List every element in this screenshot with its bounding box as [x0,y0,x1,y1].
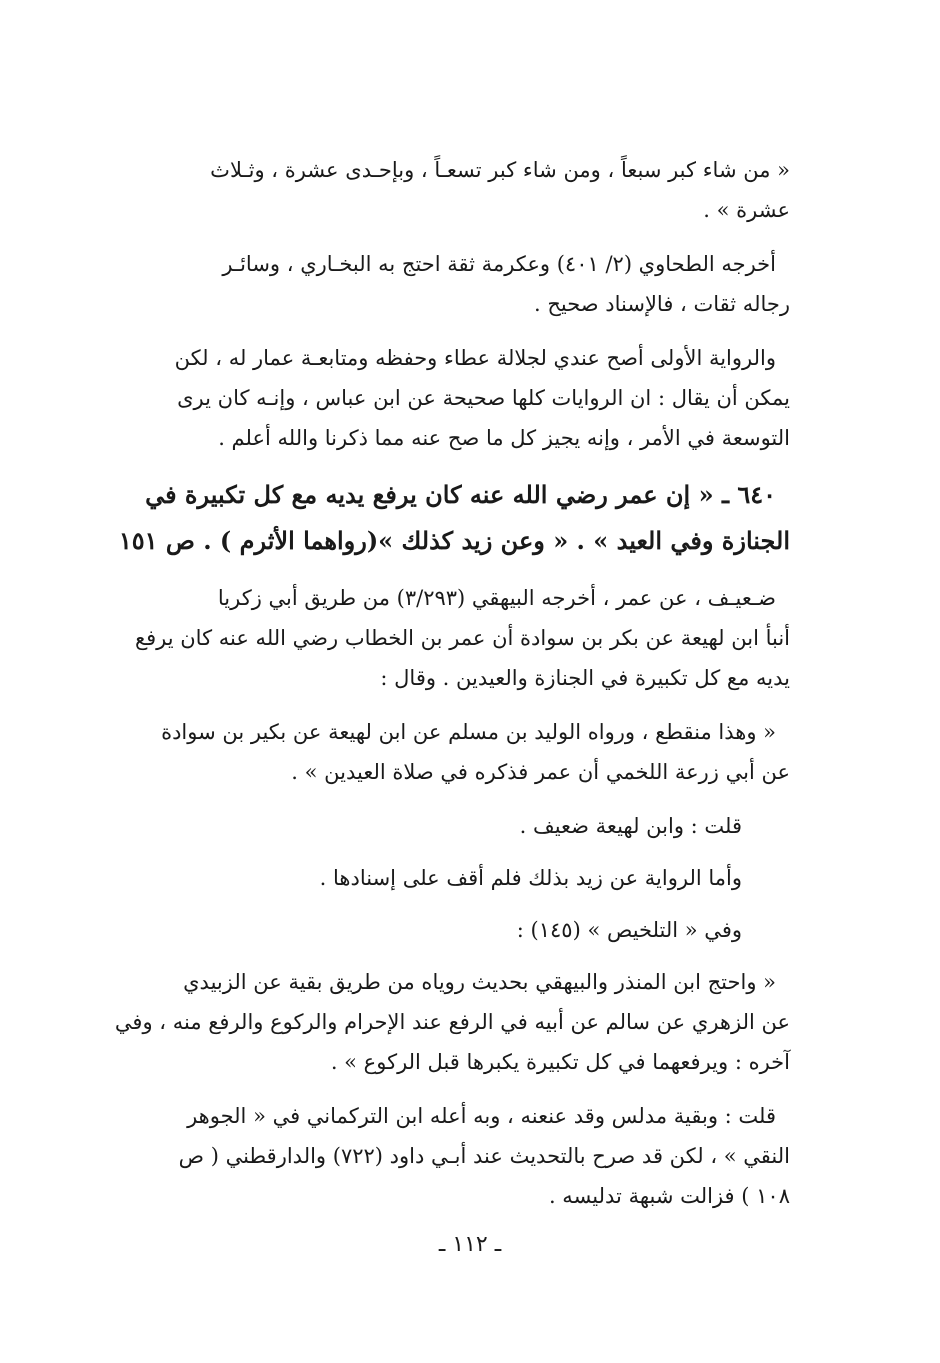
text-line: ١٠٨ ) فزالت شبهة تدليسه . [548,1184,790,1208]
text-line: رجاله ثقات ، فالإسناد صحيح . [533,292,790,316]
paragraph [110,806,790,846]
paragraph [110,150,790,230]
paragraph [110,338,790,458]
text-line: « وهذا منقطع ، ورواه الوليد بن مسلم عن ابن لهيعة عن بكير بن سوادة [161,720,776,744]
paragraph [110,712,790,792]
text-line: يمكن أن يقال : ان الروايات كلها صحيحة عن ابن عباس ، وإنـه كان يرى [177,386,790,410]
text-line: آخره : ويرفعهما في كل تكبيرة يكبرها قبل الركوع » . [330,1050,790,1074]
text-line: وفي « التلخيص » (١٤٥) : [516,918,742,942]
text-line: عن الزهري عن سالم عن أبيه في الرفع عند الإحرام والركوع والرفع منه ، وفي [114,1010,790,1034]
text-line: قلت : وبقية مدلس وقد عنعنه ، وبه أعله ابن التركماني في « الجوهر [187,1104,776,1128]
text-line: ٦٤٠ ـ « إن عمر رضي الله عنه كان يرفع يديه مع كل تكبيرة في [145,480,776,509]
paragraph [110,244,790,324]
text-line: أنبأ ابن لهيعة عن بكر بن سوادة أن عمر بن الخطاب رضي الله عنه كان يرفع [134,626,790,650]
paragraph [110,858,790,898]
text-line: أخرجه الطحاوي (٢/ ٤٠١) وعكرمة ثقة احتج به البخـاري ، وسائـر [222,252,776,276]
text-line: « من شاء كبر سبعاً ، ومن شاء كبر تسعـاً ، وبإحـدى عشرة ، وثـلاث [210,158,790,182]
text-line: الجنازة وفي العيد » . « وعن زيد كذلك »(رواهما الأثرم ) . ص ١٥١ [118,526,790,555]
paragraph [110,1096,790,1216]
text-line: عشرة » . [703,198,790,222]
paragraph [110,962,790,1082]
paragraph [110,910,790,950]
text-line: النقي » ، لكن قد صرح بالتحديث عند أبـي داود (٧٢٢) والدارقطني ( ص [178,1144,790,1168]
text-line: قلت : وابن لهيعة ضعيف . [519,814,742,838]
text-line: عن أبي زرعة اللخمي أن عمر فذكره في صلاة العيدين » . [291,760,790,784]
text-line: يديه مع كل تكبيرة في الجنازة والعيدين . وقال : [380,666,790,690]
text-line: وأما الرواية عن زيد بذلك فلم أقف على إسنادها . [319,866,742,890]
text-line: التوسعة في الأمر ، وإنه يجيز كل ما صح عنه مما ذكرنا والله أعلم . [218,426,790,450]
text-line: « واحتج ابن المنذر والبيهقي بحديث روياه من طريق بقية عن الزبيدي [183,970,776,994]
body-text [110,150,790,1216]
hadith-heading [110,472,790,564]
paragraph [110,578,790,698]
text-line: ضـعيـف ، عن عمر ، أخرجه البيهقي (٣/٢٩٣) من طريق أبي زكريا [217,586,776,610]
page-number: ـ ١١٢ ـ [438,1232,502,1257]
text-line: والرواية الأولى أصح عندي لجلالة عطاء وحفظه ومتابعـة عمار له ، لكن [174,346,776,370]
